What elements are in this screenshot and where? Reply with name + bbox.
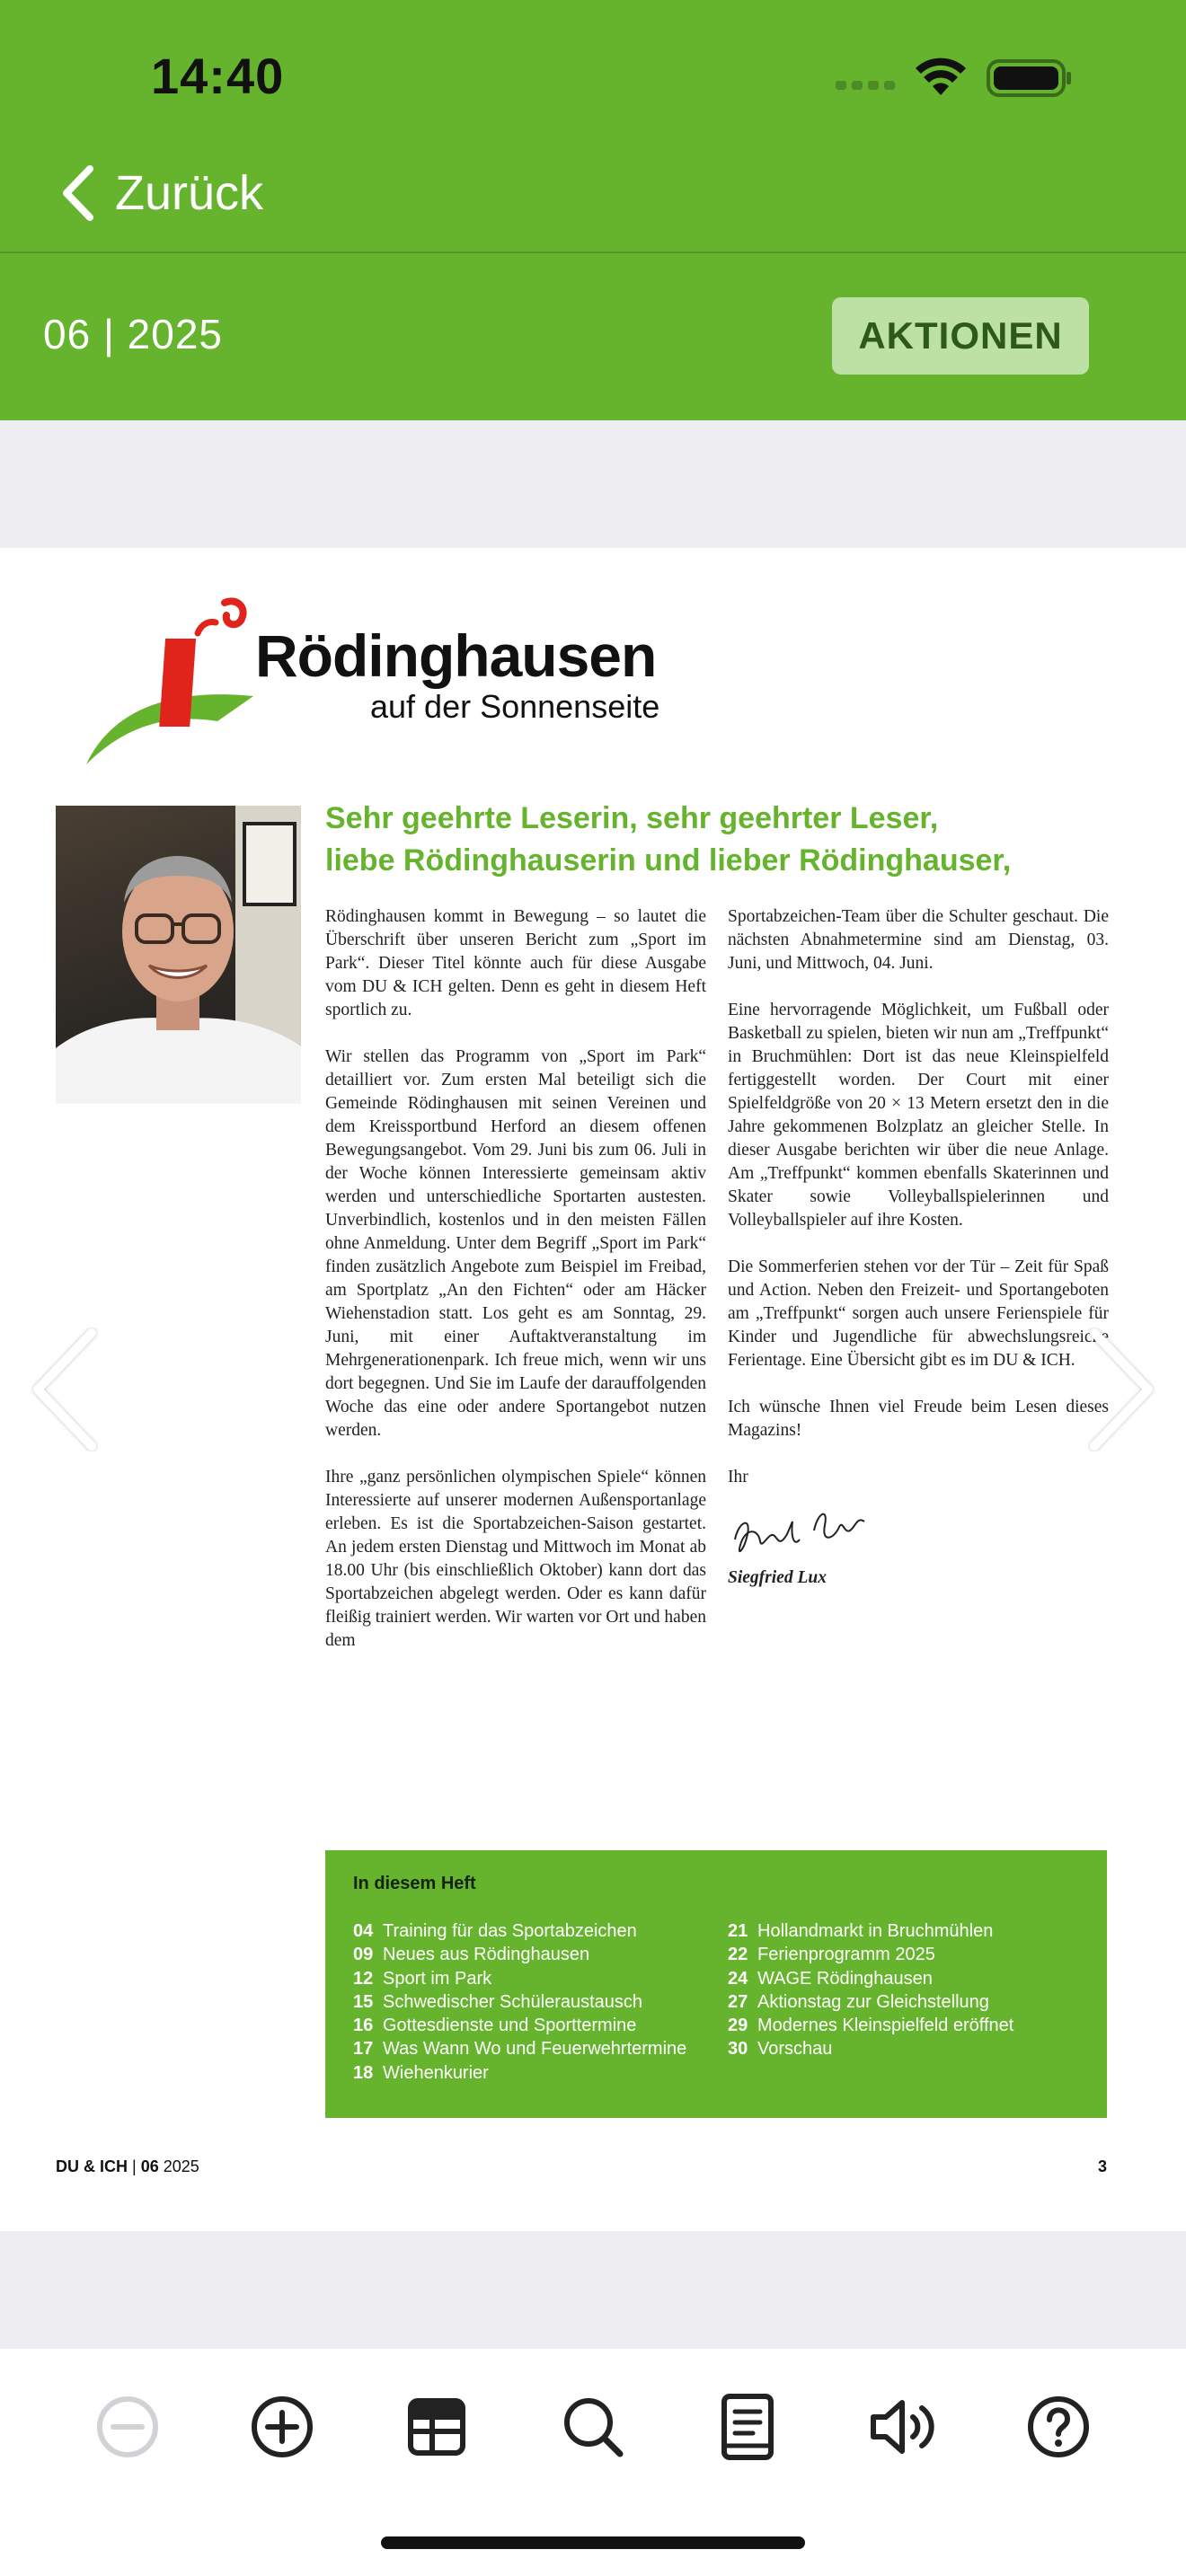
grid-view-icon bbox=[407, 2397, 466, 2457]
zoom-out-button[interactable] bbox=[92, 2391, 164, 2463]
footer-magazine: DU & ICH bbox=[56, 2157, 128, 2175]
toc-item bbox=[353, 2061, 686, 2085]
toc-page: 16 bbox=[353, 2016, 374, 2036]
status-time: 14:40 bbox=[151, 48, 285, 104]
toc-page: 24 bbox=[728, 1968, 748, 1989]
page-footer: DU & ICH | 06 2025 bbox=[56, 2157, 199, 2175]
toc-page: 21 bbox=[728, 1921, 748, 1941]
toc-item bbox=[353, 1943, 686, 1966]
mayor-photo bbox=[56, 806, 301, 1104]
toc-item bbox=[728, 2014, 1013, 2037]
toc-page: 17 bbox=[353, 2039, 374, 2060]
toc-item bbox=[353, 2037, 686, 2060]
zoom-out-icon bbox=[95, 2395, 160, 2459]
greeting bbox=[325, 798, 1116, 882]
greeting-line-1: Sehr geehrte Leserin, sehr geehrter Leser, bbox=[325, 801, 939, 835]
back-label: Zurück bbox=[115, 166, 264, 220]
paragraph: Sportabzeichen-Team über die Schulter geschaut. Die nächsten Abnahmetermine sind am Dienstag, 03. Juni, und Mittwoch, 04. Juni. bbox=[728, 907, 1109, 973]
toc-item bbox=[353, 1967, 686, 1990]
toc-item bbox=[728, 1990, 1013, 2014]
toc-label: Neues aus Rödinghausen bbox=[383, 1945, 590, 1965]
help-icon bbox=[1026, 2395, 1091, 2459]
contents-button[interactable] bbox=[712, 2391, 783, 2463]
toc-page: 22 bbox=[728, 1945, 748, 1965]
signal-icon bbox=[836, 63, 895, 94]
toc-label: Vorschau bbox=[757, 2039, 833, 2060]
toc-label: Sport im Park bbox=[383, 1968, 492, 1989]
paragraph: Wir stellen das Programm von „Sport im Park“ detailliert vor. Zum ersten Mal beteiligt sich die Gemeinde Rödinghausen mit seinen Vereinen und dem Kreissportbund Herford an diesem offenen Bewegungsangebot. Vom 29. Juni bis zum 06. Juli in der Woche können Interessierte gemeinsam aktiv werden und unterschiedliche Sportarten austesten. Unverbindlich, kostenlos und in den meisten Fällen ohne Anmeldung. Unter dem Begriff „Sport im Park“ finden zusätzlich Angebote zum Beispiel im Freibad, am Sportplatz „An den Fichten“ oder am Häcker Wiehenstadion statt. Los geht es am Sonntag, 29. Juni, mit einer Auftaktveranstaltung im Mehrgenerationenpark. Ich freue mich, wenn wir uns dort begegnen. Und Sie im Laufe der darauffolgenden Woche das eine oder andere Sportangebot nutzen werden. bbox=[325, 1047, 706, 1440]
toc-label: Aktionstag zur Gleichstellung bbox=[757, 1991, 989, 2012]
home-indicator[interactable] bbox=[381, 2536, 805, 2549]
toc-item bbox=[728, 1919, 1013, 1943]
toc-page: 09 bbox=[353, 1945, 374, 1965]
logo-title: Rödinghausen bbox=[255, 622, 657, 689]
paragraph: Die Sommerferien stehen vor der Tür – Zeit für Spaß und Action. Neben den Freizeit- und Sportangeboten am „Treffpunkt“ sorgen auch unsere Ferienspiele für Kinder und Jugendliche für abwechslungsreiche Ferientage. Eine Übersicht gibt es im DU & ICH. bbox=[728, 1257, 1109, 1370]
battery-icon bbox=[987, 59, 1073, 101]
logo-subtitle: auf der Sonnenseite bbox=[370, 688, 660, 725]
signature-image bbox=[728, 1495, 1109, 1566]
greeting-line-2: liebe Rödinghauserin und lieber Rödinghauser, bbox=[325, 843, 1012, 878]
toc-item bbox=[728, 2037, 1013, 2060]
paragraph: Ihre „ganz persönlichen olympischen Spiele“ können Interessierte auf unserer modernen Außensportanlage erleben. Es ist die Sportabzeichen-Saison gestartet. An jedem ersten Dienstag und Mittwoch im Monat ab 18.00 Uhr (bis einschließlich Oktober) kann dort das Sportabzeichen abgelegt werden. Oder es kann dafür fleißig trainiert werden. Wir warten vor Ort und haben dem bbox=[325, 1468, 706, 1650]
logo-graphic bbox=[83, 588, 262, 772]
book-icon bbox=[721, 2394, 774, 2460]
next-page-button[interactable] bbox=[1087, 1328, 1155, 1456]
read-aloud-button[interactable] bbox=[866, 2391, 938, 2463]
toc-item bbox=[353, 1990, 686, 2014]
toc-page: 15 bbox=[353, 1991, 374, 2012]
page-number: 3 bbox=[1098, 2157, 1108, 2175]
toc-label: Training für das Sportabzeichen bbox=[383, 1921, 637, 1941]
issue-label: 06 | 2025 bbox=[43, 311, 224, 357]
toc-page: 12 bbox=[353, 1968, 374, 1989]
toc-label: Gottesdienste und Sporttermine bbox=[383, 2016, 637, 2036]
paragraph: Ich wünsche Ihnen viel Freude beim Lesen dieses Magazins! bbox=[728, 1398, 1109, 1440]
toc-list-right bbox=[728, 1919, 1013, 2061]
toc-label: Schwedischer Schüleraustausch bbox=[383, 1991, 643, 2012]
letter-column-2 bbox=[728, 905, 1109, 1590]
zoom-in-button[interactable] bbox=[246, 2391, 318, 2463]
toc-list-left bbox=[353, 1919, 686, 2085]
paragraph: Rödinghausen kommt in Bewegung – so lautet die Überschrift über unseren Bericht zum „Sport im Park“. Dieser Titel könnte auch für diese Ausgabe vom DU & ICH gelten. Denn es geht in diesem Heft sportlich zu. bbox=[325, 907, 706, 1019]
toc-label: WAGE Rödinghausen bbox=[757, 1968, 933, 1989]
back-button[interactable] bbox=[59, 162, 263, 225]
toc-page: 30 bbox=[728, 2039, 748, 2060]
previous-page-button[interactable] bbox=[31, 1328, 99, 1456]
zoom-in-icon bbox=[250, 2395, 314, 2459]
toc-item bbox=[353, 1919, 686, 1943]
toc-label: Was Wann Wo und Feuerwehrtermine bbox=[383, 2039, 687, 2060]
actions-button[interactable]: AKTIONEN bbox=[832, 297, 1089, 375]
toc-item bbox=[728, 1967, 1013, 1990]
paragraph: Eine hervorragende Möglichkeit, um Fußball oder Basketball zu spielen, bieten wir nun am „Treffpunkt“ in Bruchmühlen: Dort ist das neue Kleinspielfeld fertiggestellt worden. Der Court mit einer Spielfeldgröße von 20 × 13 Metern ersetzt den in die Jahre gekommenen Bolzplatz an gleicher Stelle. In dieser Ausgabe berichten wir über die neue Anlage. Am „Treffpunkt“ kommen ebenfalls Skaterinnen und Skater sowie Volleyballspielerinnen und Volleyballspieler auf ihre Kosten. bbox=[728, 1001, 1109, 1230]
chevron-left-icon bbox=[59, 165, 95, 221]
grid-view-button[interactable] bbox=[401, 2391, 473, 2463]
signature-name: Siegfried Lux bbox=[728, 1568, 827, 1587]
footer-year: 2025 bbox=[163, 2157, 199, 2175]
footer-issue: 06 bbox=[140, 2157, 159, 2175]
toc-item bbox=[728, 1943, 1013, 1966]
help-button[interactable] bbox=[1022, 2391, 1094, 2463]
toc-label: Ferienprogramm 2025 bbox=[757, 1945, 935, 1965]
toc-label: Modernes Kleinspielfeld eröffnet bbox=[757, 2016, 1014, 2036]
toc-label: Wiehenkurier bbox=[383, 2062, 489, 2083]
chevron-left-icon bbox=[31, 1328, 99, 1451]
closing: Ihr bbox=[728, 1468, 748, 1486]
toc-label: Hollandmarkt in Bruchmühlen bbox=[757, 1921, 994, 1941]
toc-page: 27 bbox=[728, 1991, 748, 2012]
toc-page: 29 bbox=[728, 2016, 748, 2036]
toc-page: 04 bbox=[353, 1921, 374, 1941]
toc-title: In diesem Heft bbox=[353, 1874, 476, 1893]
toc-page: 18 bbox=[353, 2062, 374, 2083]
wifi-icon bbox=[915, 57, 967, 101]
speaker-icon bbox=[868, 2395, 936, 2458]
letter-column-1 bbox=[325, 905, 706, 1676]
search-button[interactable] bbox=[557, 2391, 629, 2463]
toc-item bbox=[353, 2014, 686, 2037]
chevron-right-icon bbox=[1087, 1328, 1155, 1451]
search-icon bbox=[562, 2395, 624, 2458]
